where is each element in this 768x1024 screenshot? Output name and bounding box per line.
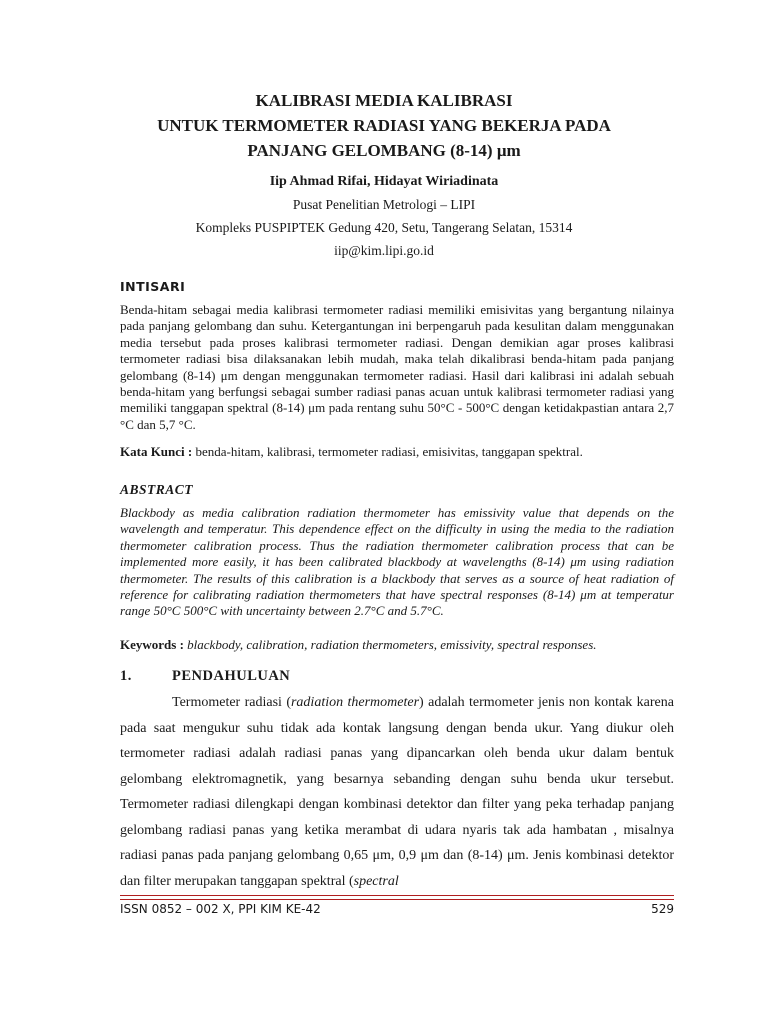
- abstract-text: Blackbody as media calibration radiation thermometer has emissivity value that depends on the wavelength and temperatur. This dependence effect on the difficulty in using the media to the radiation thermometer calibration process. Thus the radiation thermometer calibration process that can be implemented more easily, it has been calibrated blackbody at wavelengths (8-14) μm using radiation thermometer. The results of this calibration is a blackbody that serves as a source of heat radiation of reference for calibrating radiation thermometers that have spectral responses (8-14) μm at temperatur range 50°C 500°C with uncertainty between 2.7°C and 5.7°C.: [120, 505, 674, 619]
- title-line-1: KALIBRASI MEDIA KALIBRASI: [255, 91, 513, 110]
- kata-kunci: [120, 444, 674, 460]
- keywords: [120, 637, 674, 653]
- affiliation-line-1: Pusat Penelitian Metrologi – LIPI: [292, 197, 476, 212]
- intro-paragraph: [120, 690, 674, 894]
- keywords-text: blackbody, calibration, radiation thermometers, emissivity, spectral responses.: [187, 637, 597, 652]
- section-number: 1.: [120, 668, 132, 684]
- footer-issn: ISSN 0852 – 002 X, PPI KIM KE-42: [120, 902, 321, 916]
- intisari-text: Benda-hitam sebagai media kalibrasi termometer radiasi memiliki emisivitas yang bergantung nilainya pada panjang gelombang dan suhu. Ketergantungan ini berpengaruh pada kesulitan dalam menggunakan media tersebut pada proses kalibrasi termometer radiasi. Dengan demikian agar proses kalibrasi termometer radiasi bisa dilaksanakan lebih mudah, maka telah dikalibrasi benda-hitam pada panjang gelombang (8-14) μm dengan menggunakan termometer radiasi. Hasil dari kalibrasi ini adalah sebuah benda-hitam yang berfungsi sebagai sumber radiasi panas acuan untuk kalibrasi termometer radiasi yang memiliki tanggapan spektral (8-14) μm pada rentang suhu 50°C - 500°C dengan ketidakpastian antara 2,7 °C dan 5,7 °C.: [120, 302, 674, 432]
- title-line-2: UNTUK TERMOMETER RADIASI YANG BEKERJA PADA: [157, 116, 611, 135]
- intro-body: ) adalah termometer jenis non kontak karena pada saat mengukur suhu tidak ada kontak langsung dengan benda ukur. Yang diukur oleh termometer radiasi adalah radiasi panas yang dipancarkan oleh benda ukur dalam bentuk gelombang elektromagnetik, yang besarnya sebanding dengan suhu benda ukur tersebut. Termometer radiasi dilengkapi dengan kombinasi detektor dan filter yang peka terhadap panjang gelombang radiasi panas yang ketika merambat di udara nyaris tak ada hambatan , misalnya radiasi panas pada panjang gelombang 0,65 μm, 0,9 μm dan (8-14) μm. Jenis kombinasi detektor dan filter merupakan tanggapan spektral (: [120, 695, 674, 889]
- authors: Iip Ahmad Rifai, Hidayat Wiriadinata: [269, 174, 499, 189]
- kata-kunci-text: benda-hitam, kalibrasi, termometer radiasi, emisivitas, tanggapan spektral.: [195, 444, 583, 459]
- intro-tail: spectral: [353, 873, 399, 889]
- affiliation-line-2: Kompleks PUSPIPTEK Gedung 420, Setu, Tangerang Selatan, 15314: [195, 220, 573, 235]
- author-email: iip@kim.lipi.go.id: [334, 243, 434, 258]
- abstract-heading: ABSTRACT: [120, 482, 194, 497]
- intro-term: radiation thermometer: [290, 695, 420, 710]
- footer-rule-bottom: [120, 899, 674, 900]
- page-number: 529: [651, 902, 674, 916]
- intisari-heading: INTISARI: [120, 279, 186, 294]
- title-line-3: PANJANG GELOMBANG (8-14) μm: [247, 141, 521, 160]
- kata-kunci-label: Kata Kunci :: [120, 444, 193, 459]
- footer-rule-top: [120, 895, 674, 896]
- keywords-label: Keywords :: [120, 637, 184, 652]
- section-heading: PENDAHULUAN: [172, 668, 291, 684]
- intro-pre: Termometer radiasi (: [172, 695, 291, 710]
